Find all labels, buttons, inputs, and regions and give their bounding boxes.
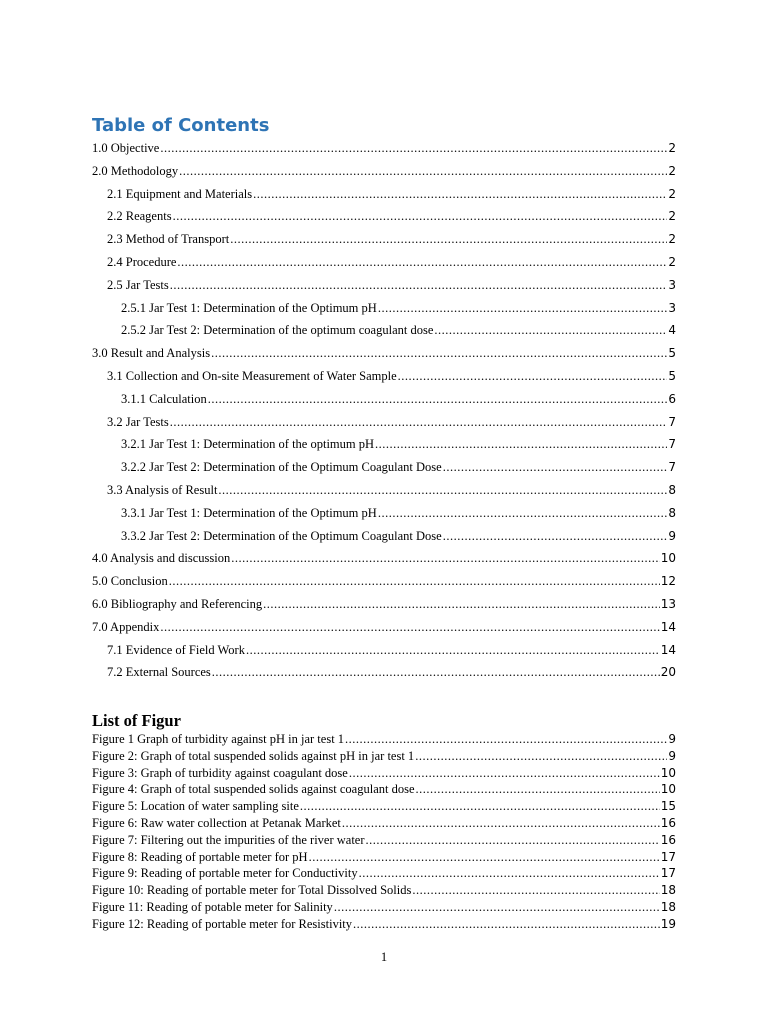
toc-entry-text: 6.0 Bibliography and Referencing (92, 596, 263, 611)
dot-leader (378, 502, 668, 525)
figure-entry-page: 16 (660, 815, 676, 830)
figure-entry-text: Figure 3: Graph of turbidity against coagulant dose (92, 765, 348, 780)
dot-leader (415, 748, 667, 765)
dot-leader (170, 274, 668, 297)
toc-entry[interactable] (92, 342, 676, 365)
toc-entry-text: 2.5.1 Jar Test 1: Determination of the Optimum pH (121, 300, 377, 315)
toc-entry-text: 5.0 Conclusion (92, 574, 168, 589)
toc-entry-text: 3.2 Jar Tests (107, 414, 169, 429)
toc-entry-page: 10 (660, 551, 676, 566)
figure-entry[interactable] (92, 882, 676, 899)
figure-entry[interactable] (92, 781, 676, 798)
toc-entry[interactable] (92, 433, 676, 456)
dot-leader (212, 661, 660, 684)
dot-leader (375, 433, 667, 456)
toc-entry-text: 2.0 Methodology (92, 163, 179, 178)
toc-entry-text: 2.1 Equipment and Materials (107, 186, 253, 201)
figure-entry-page: 19 (660, 916, 676, 931)
toc-entry[interactable] (92, 228, 676, 251)
dot-leader (359, 865, 660, 882)
figure-entry-page: 18 (660, 883, 676, 898)
figure-entry-page: 10 (660, 782, 676, 797)
toc-entry[interactable] (92, 639, 676, 662)
toc-entry-page: 5 (668, 368, 676, 383)
dot-leader (334, 899, 660, 916)
toc-entry-page: 14 (660, 642, 676, 657)
toc-entry[interactable] (92, 297, 676, 320)
dot-leader (218, 479, 667, 502)
figure-entry[interactable] (92, 748, 676, 765)
toc-heading: Table of Contents (92, 115, 270, 136)
toc-entry-text: 3.3.2 Jar Test 2: Determination of the Optimum Coagulant Dose (121, 528, 442, 543)
dot-leader (378, 297, 668, 320)
figure-entry-page: 10 (660, 765, 676, 780)
toc-entry-text: 7.0 Appendix (92, 619, 160, 634)
dot-leader (170, 411, 668, 434)
document-page (92, 0, 676, 1024)
toc-entry-page: 8 (668, 505, 676, 520)
figure-entry-page: 15 (660, 799, 676, 814)
toc-entry-text: 3.3.1 Jar Test 1: Determination of the Optimum pH (121, 505, 377, 520)
toc-entry[interactable] (92, 547, 676, 570)
dot-leader (169, 570, 660, 593)
figure-entry-page: 9 (668, 732, 676, 746)
toc-entry-page: 2 (668, 209, 676, 224)
figure-entry[interactable] (92, 798, 676, 815)
figure-entry-text: Figure 10: Reading of portable meter for Total Dissolved Solids (92, 883, 412, 898)
toc-entry[interactable] (92, 365, 676, 388)
figure-entry-page: 17 (660, 866, 676, 881)
figure-entry[interactable] (92, 899, 676, 916)
dot-leader (208, 388, 668, 411)
toc-entry[interactable] (92, 388, 676, 411)
toc-entry[interactable] (92, 593, 676, 616)
toc-entry-page: 13 (660, 596, 676, 611)
figure-entry[interactable] (92, 815, 676, 832)
toc-entry-page: 2 (668, 232, 676, 247)
toc-entry-page: 2 (668, 163, 676, 178)
toc-entry[interactable] (92, 616, 676, 639)
toc-entry-text: 4.0 Analysis and discussion (92, 551, 231, 566)
toc-entry-text: 7.2 External Sources (107, 665, 211, 680)
dot-leader (353, 916, 660, 933)
figure-entry-text: Figure 4: Graph of total suspended solids against coagulant dose (92, 782, 415, 797)
list-of-figures (92, 731, 676, 933)
toc-entry[interactable] (92, 319, 676, 342)
toc-entry-page: 7 (668, 437, 676, 452)
toc-entry[interactable] (92, 274, 676, 297)
figure-entry-page: 16 (660, 832, 676, 847)
dot-leader (443, 525, 668, 548)
figure-entry-text: Figure 8: Reading of portable meter for pH (92, 849, 308, 864)
toc-entry[interactable] (92, 137, 676, 160)
toc-entry[interactable] (92, 205, 676, 228)
dot-leader (231, 547, 660, 570)
toc-entry[interactable] (92, 661, 676, 684)
dot-leader (179, 160, 667, 183)
toc-entry-text: 2.5.2 Jar Test 2: Determination of the optimum coagulant dose (121, 323, 434, 338)
dot-leader (177, 251, 667, 274)
dot-leader (173, 205, 668, 228)
figure-entry-text: Figure 9: Reading of portable meter for Conductivity (92, 866, 358, 881)
dot-leader (349, 765, 660, 782)
figure-entry-text: Figure 7: Filtering out the impurities of the river water (92, 832, 365, 847)
figure-entry-text: Figure 2: Graph of total suspended solids against pH in jar test 1 (92, 748, 415, 763)
figure-entry[interactable] (92, 865, 676, 882)
toc-entry-text: 3.0 Result and Analysis (92, 346, 211, 361)
toc-entry[interactable] (92, 570, 676, 593)
figure-entry[interactable] (92, 832, 676, 849)
toc-entry[interactable] (92, 411, 676, 434)
toc-entry-page: 4 (668, 323, 676, 338)
toc-list (92, 137, 676, 684)
dot-leader (300, 798, 660, 815)
dot-leader (263, 593, 660, 616)
toc-entry-page: 6 (668, 391, 676, 406)
dot-leader (253, 183, 667, 206)
toc-entry-text: 3.3 Analysis of Result (107, 482, 218, 497)
toc-entry-text: 3.2.1 Jar Test 1: Determination of the optimum pH (121, 437, 375, 452)
dot-leader (160, 616, 659, 639)
figure-entry-text: Figure 12: Reading of portable meter for Resistivity (92, 916, 353, 931)
toc-entry-page: 14 (660, 619, 676, 634)
toc-entry-text: 2.4 Procedure (107, 254, 177, 269)
toc-entry-text: 2.3 Method of Transport (107, 232, 230, 247)
toc-entry[interactable] (92, 456, 676, 479)
figure-entry[interactable] (92, 731, 676, 748)
toc-entry[interactable] (92, 183, 676, 206)
dot-leader (366, 832, 660, 849)
toc-entry-page: 7 (668, 460, 676, 475)
toc-entry-page: 2 (668, 254, 676, 269)
toc-entry-page: 2 (668, 186, 676, 201)
dot-leader (345, 731, 667, 748)
figure-entry-page: 18 (660, 899, 676, 914)
dot-leader (230, 228, 667, 251)
dot-leader (246, 639, 660, 662)
figure-entry[interactable] (92, 765, 676, 782)
list-of-figures-heading: List of Figur (92, 711, 181, 730)
toc-entry-text: 2.5 Jar Tests (107, 277, 169, 292)
figure-entry[interactable] (92, 849, 676, 866)
dot-leader (412, 882, 659, 899)
toc-entry-text: 7.1 Evidence of Field Work (107, 642, 245, 657)
figure-entry[interactable] (92, 916, 676, 933)
toc-entry-page: 5 (668, 346, 676, 361)
figure-entry-text: Figure 1 Graph of turbidity against pH in jar test 1 (92, 732, 345, 746)
figure-entry-text: Figure 5: Location of water sampling site (92, 799, 299, 814)
dot-leader (434, 319, 667, 342)
toc-entry-page: 12 (660, 574, 676, 589)
toc-entry[interactable] (92, 502, 676, 525)
toc-entry-text: 3.1 Collection and On-site Measurement of Water Sample (107, 368, 397, 383)
toc-entry-text: 3.2.2 Jar Test 2: Determination of the Optimum Coagulant Dose (121, 460, 442, 475)
toc-entry-page: 3 (668, 300, 676, 315)
dot-leader (398, 365, 668, 388)
toc-entry-text: 2.2 Reagents (107, 209, 172, 224)
toc-entry[interactable] (92, 251, 676, 274)
toc-entry-page: 9 (668, 528, 676, 543)
toc-entry-text: 3.1.1 Calculation (121, 391, 207, 406)
page-number: 1 (380, 950, 388, 964)
dot-leader (160, 137, 667, 160)
toc-entry[interactable] (92, 479, 676, 502)
figure-entry-page: 9 (668, 748, 676, 763)
toc-entry-page: 3 (668, 277, 676, 292)
toc-entry-page: 8 (668, 482, 676, 497)
figure-entry-page: 17 (660, 849, 676, 864)
dot-leader (443, 456, 668, 479)
figure-entry-text: Figure 6: Raw water collection at Petanak Market (92, 815, 341, 830)
dot-leader (211, 342, 667, 365)
toc-entry-text: 1.0 Objective (92, 141, 160, 155)
dot-leader (342, 815, 660, 832)
dot-leader (309, 849, 660, 866)
toc-entry[interactable] (92, 525, 676, 548)
toc-entry-page: 20 (660, 665, 676, 680)
toc-entry[interactable] (92, 160, 676, 183)
toc-entry-page: 2 (668, 141, 676, 155)
dot-leader (416, 781, 660, 798)
figure-entry-text: Figure 11: Reading of potable meter for Salinity (92, 899, 333, 914)
toc-entry-page: 7 (668, 414, 676, 429)
